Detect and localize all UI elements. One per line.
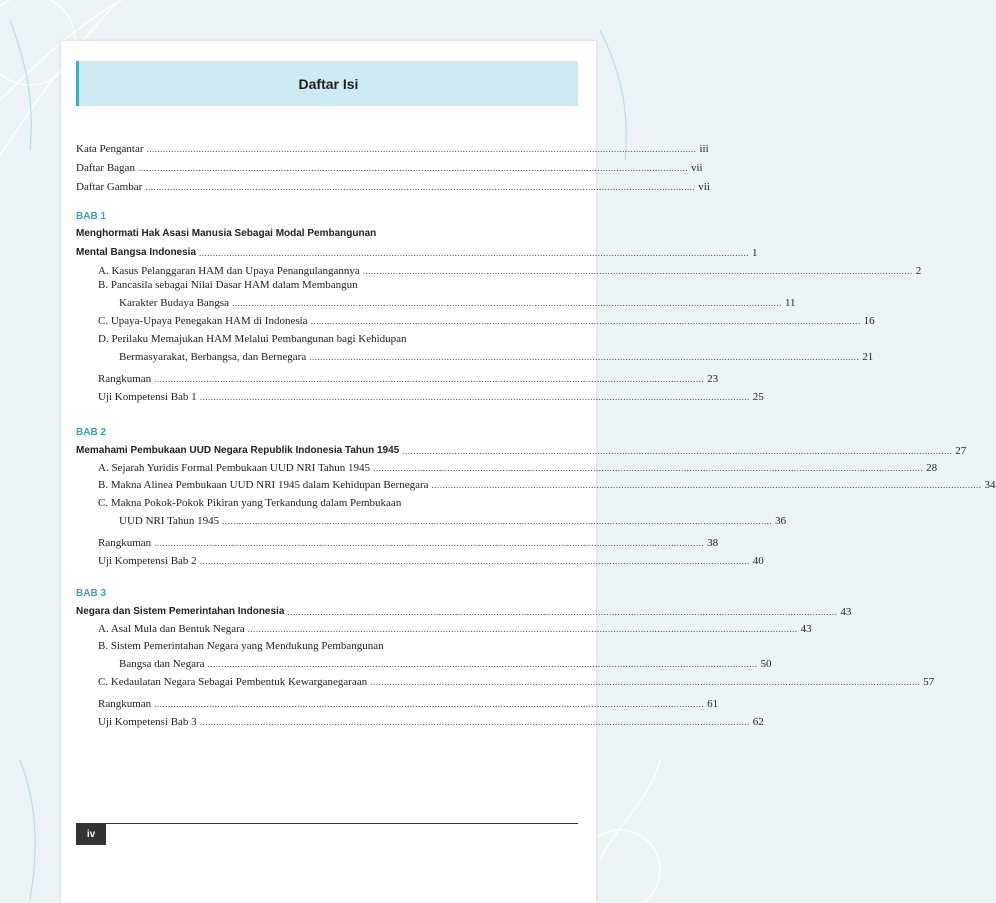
toc-entry-page: 27 <box>955 445 967 457</box>
toc-entry-bab3-heading[interactable] <box>76 603 852 619</box>
toc-entry-bab3-b[interactable] <box>119 655 772 671</box>
toc-entry-daftar-bagan[interactable] <box>76 159 703 175</box>
toc-entry-bab1-d-line1: D. Perilaku Memajukan HAM Melalui Pembangunan bagi Kehidupan <box>98 333 407 345</box>
toc-entry-bab2-c[interactable] <box>119 512 787 528</box>
toc-leader: ........................................................................................................................................................................................................ <box>362 266 913 276</box>
toc-entry-bab1-b-line1: B. Pancasila sebagai Nilai Dasar HAM dalam Membangun <box>98 279 358 291</box>
toc-leader: ........................................................................................................................................................................................................ <box>145 182 696 192</box>
page-number: iv <box>76 823 106 845</box>
toc-entry-label: A. Kasus Pelanggaran HAM dan Upaya Penangulangannya <box>98 265 360 277</box>
toc-entry-label: Rangkuman <box>98 698 152 710</box>
toc-entry-page: 43 <box>800 623 812 635</box>
toc-entry-page: 16 <box>863 315 875 327</box>
toc-entry-bab2-b[interactable] <box>98 476 996 492</box>
toc-entry-bab3-rangkuman[interactable] <box>98 695 719 711</box>
toc-entry-page: 38 <box>707 537 719 549</box>
chapter-heading: Menghormati Hak Asasi Manusia Sebagai Modal Pembangunan <box>76 228 377 239</box>
toc-entry-bab1-d[interactable] <box>119 348 874 364</box>
chapter-label: BAB 3 <box>76 588 107 599</box>
toc-leader: ........................................................................................................................................................................................................ <box>154 374 705 384</box>
toc-leader: ........................................................................................................................................................................................................ <box>199 717 750 727</box>
toc-leader: ........................................................................................................................................................................................................ <box>402 446 953 456</box>
toc-leader: ........................................................................................................................................................................................................ <box>137 163 688 173</box>
toc-entry-bab2-c-line1: C. Makna Pokok-Pokok Pikiran yang Terkandung dalam Pembukaan <box>98 497 402 509</box>
toc-entry-bab3-c[interactable] <box>98 673 935 689</box>
toc-leader: ........................................................................................................................................................................................................ <box>199 248 750 258</box>
toc-entry-label: Negara dan Sistem Pemerintahan Indonesia <box>76 606 285 617</box>
footer-rule <box>76 823 578 824</box>
toc-entry-label: Rangkuman <box>98 373 152 385</box>
toc-entry-label: Daftar Gambar <box>76 181 143 193</box>
toc-leader: ........................................................................................................................................................................................................ <box>146 144 697 154</box>
toc-leader: ........................................................................................................................................................................................................ <box>431 480 982 490</box>
chapter-label: BAB 2 <box>76 427 107 438</box>
toc-entry-label: Uji Kompetensi Bab 1 <box>98 391 197 403</box>
toc-entry-label: B. Makna Alinea Pembukaan UUD NRI 1945 dalam Kehidupan Bernegara <box>98 479 429 491</box>
toc-entry-page: 62 <box>752 716 764 728</box>
toc-entry-label: Karakter Budaya Bangsa <box>119 297 229 309</box>
toc-entry-bab2-uji[interactable] <box>98 552 764 568</box>
toc-leader: ........................................................................................................................................................................................................ <box>154 538 705 548</box>
toc-entry-page: 28 <box>926 462 938 474</box>
toc-entry-page: 23 <box>707 373 719 385</box>
toc-leader: ........................................................................................................................................................................................................ <box>370 677 921 687</box>
toc-entry-page: 11 <box>784 297 796 309</box>
document-page <box>61 41 996 903</box>
toc-leader: ........................................................................................................................................................................................................ <box>199 392 750 402</box>
toc-entry-label: Bangsa dan Negara <box>119 658 205 670</box>
toc-leader: ........................................................................................................................................................................................................ <box>231 298 782 308</box>
toc-entry-page: 21 <box>862 351 874 363</box>
toc-entry-bab3-uji[interactable] <box>98 713 764 729</box>
toc-entry-label: Uji Kompetensi Bab 2 <box>98 555 197 567</box>
toc-entry-page: 50 <box>760 658 772 670</box>
toc-entry-bab2-rangkuman[interactable] <box>98 534 719 550</box>
toc-entry-label: A. Sejarah Yuridis Formal Pembukaan UUD NRI Tahun 1945 <box>98 462 371 474</box>
toc-leader: ........................................................................................................................................................................................................ <box>373 463 924 473</box>
toc-entry-label: Bermasyarakat, Berbangsa, dan Bernegara <box>119 351 307 363</box>
toc-leader: ........................................................................................................................................................................................................ <box>199 556 750 566</box>
toc-entry-page: vii <box>690 162 703 174</box>
toc-entry-bab1-rangkuman[interactable] <box>98 370 719 386</box>
toc-entry-label: UUD NRI Tahun 1945 <box>119 515 220 527</box>
toc-entry-label: Rangkuman <box>98 537 152 549</box>
toc-entry-page: vii <box>698 181 710 193</box>
toc-entry-page: 34 <box>984 479 996 491</box>
toc-entry-kata-pengantar[interactable] <box>76 140 709 156</box>
toc-entry-label: Daftar Bagan <box>76 162 135 174</box>
toc-entry-bab2-heading[interactable] <box>76 442 967 458</box>
toc-leader: ........................................................................................................................................................................................................ <box>309 352 860 362</box>
toc-entry-page: 1 <box>752 247 758 259</box>
toc-entry-bab3-a[interactable] <box>98 620 812 636</box>
toc-entry-page: 40 <box>752 555 764 567</box>
toc-entry-bab1-b[interactable] <box>119 294 796 310</box>
toc-entry-label: C. Kedaulatan Negara Sebagai Pembentuk Kewarganegaraan <box>98 676 368 688</box>
toc-entry-label: A. Asal Mula dan Bentuk Negara <box>98 623 245 635</box>
toc-entry-label: C. Upaya-Upaya Penegakan HAM di Indonesia <box>98 315 308 327</box>
toc-leader: ........................................................................................................................................................................................................ <box>247 624 798 634</box>
toc-entry-daftar-gambar[interactable] <box>76 178 710 194</box>
toc-entry-label: Memahami Pembukaan UUD Negara Republik Indonesia Tahun 1945 <box>76 445 400 456</box>
toc-entry-page: iii <box>699 143 709 155</box>
toc-entry-bab1-c[interactable] <box>98 312 875 328</box>
toc-entry-label: Uji Kompetensi Bab 3 <box>98 716 197 728</box>
toc-entry-bab1-a[interactable] <box>98 262 922 278</box>
toc-entry-bab1-heading[interactable] <box>76 244 758 260</box>
chapter-label: BAB 1 <box>76 211 107 222</box>
toc-entry-bab3-b-line1: B. Sistem Pemerintahan Negara yang Mendukung Pembangunan <box>98 640 384 652</box>
toc-entry-bab1-uji[interactable] <box>98 388 764 404</box>
toc-entry-label: Mental Bangsa Indonesia <box>76 247 197 258</box>
title-bar <box>76 61 578 106</box>
toc-leader: ........................................................................................................................................................................................................ <box>154 699 705 709</box>
toc-entry-page: 57 <box>923 676 935 688</box>
toc-leader: ........................................................................................................................................................................................................ <box>207 659 758 669</box>
toc-leader: ........................................................................................................................................................................................................ <box>310 316 861 326</box>
toc-entry-page: 2 <box>915 265 922 277</box>
toc-entry-page: 61 <box>707 698 719 710</box>
toc-entry-page: 25 <box>752 391 764 403</box>
page-title: Daftar Isi <box>298 75 359 92</box>
toc-leader: ........................................................................................................................................................................................................ <box>287 607 838 617</box>
toc-leader: ........................................................................................................................................................................................................ <box>222 516 773 526</box>
toc-entry-bab2-a[interactable] <box>98 459 938 475</box>
toc-entry-page: 36 <box>775 515 787 527</box>
toc-entry-page: 43 <box>840 606 852 618</box>
toc-entry-label: Kata Pengantar <box>76 143 144 155</box>
